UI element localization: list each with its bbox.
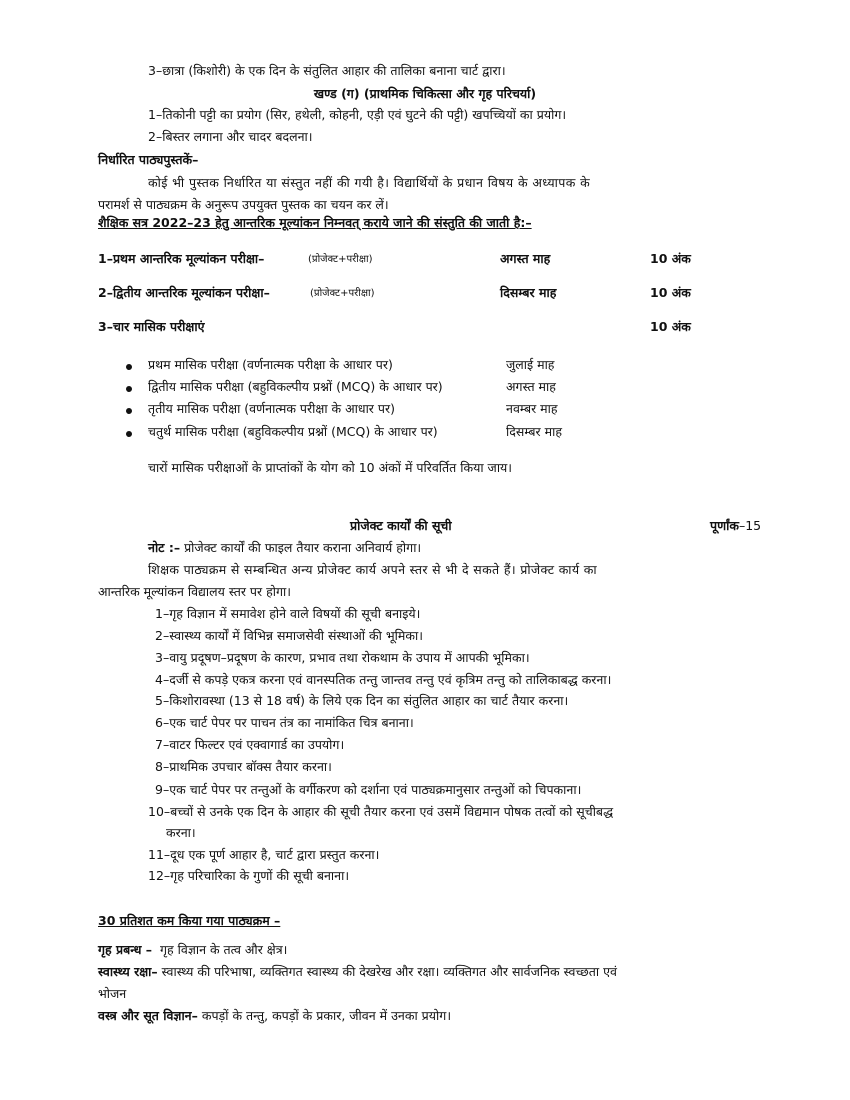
projects-heading: प्रोजेक्ट कार्यों की सूची <box>350 518 452 533</box>
bullet-icon <box>126 408 132 414</box>
reduced-entry-term: स्वास्थ्य रक्षा– <box>98 964 158 979</box>
project-item: 2–स्वास्थ्य कार्यों में विभिन्न समाजसेवी संस्थाओं की भूमिका। <box>155 628 423 643</box>
textbooks-para-line-1: कोई भी पुस्तक निर्धारित या संस्तुत नहीं की गयी है। विद्यार्थियों के प्रधान विषय के अध्यापक के <box>148 175 591 190</box>
project-item: 6–एक चार्ट पेपर पर पाचन तंत्र का नामांकित चित्र बनाना। <box>155 715 414 730</box>
assessment-label: 2–द्वितीय आन्तरिक मूल्यांकन परीक्षा– <box>98 285 270 300</box>
monthly-test-label: तृतीय मासिक परीक्षा (वर्णनात्मक परीक्षा के आधार पर) <box>148 401 395 416</box>
assessment-label: 3–चार मासिक परीक्षाएं <box>98 319 205 334</box>
reduced-entry-term: वस्त्र और सूत विज्ञान– <box>98 1008 198 1023</box>
full-marks <box>710 517 761 535</box>
reduced-entry <box>98 1007 451 1025</box>
assessment-note: (प्रोजेक्ट+परीक्षा) <box>310 288 375 299</box>
assessment-heading: शैक्षिक सत्र 2022–23 हेतु आन्तरिक मूल्यांकन निम्नवत् कराये जाने की संस्तुति की जाती है:– <box>98 215 532 230</box>
bullet-icon <box>126 431 132 437</box>
full-marks-value: –15 <box>738 518 762 533</box>
project-item: 8–प्राथमिक उपचार बॉक्स तैयार करना। <box>155 759 332 774</box>
monthly-test-label: द्वितीय मासिक परीक्षा (बहुविकल्पीय प्रश्नों (MCQ) के आधार पर) <box>148 379 443 394</box>
project-item: 11–दूध एक पूर्ण आहार है, चार्ट द्वारा प्रस्तुत करना। <box>148 847 380 862</box>
monthly-test-month: नवम्बर माह <box>506 401 558 416</box>
reduced-entry-text: कपड़ों के तन्तु, कपड़ों के प्रकार, जीवन में उनका प्रयोग। <box>201 1008 452 1023</box>
project-item: 7–वाटर फिल्टर एवं एक्वागार्ड का उपयोग। <box>155 737 345 752</box>
textbooks-heading: निर्धारित पाठ्यपुस्तकें– <box>98 152 199 167</box>
note-label: नोट :– <box>148 540 181 555</box>
projects-para-line-1: शिक्षक पाठ्यक्रम से सम्बन्धित अन्य प्रोजेक्ट कार्य अपने स्तर से भी दे सकते हैं। प्रोजेक्ट कार्य का <box>148 562 597 577</box>
reduced-entry-text: गृह विज्ञान के तत्व और क्षेत्र। <box>159 942 288 957</box>
reduced-syllabus-heading: 30 प्रतिशत कम किया गया पाठ्यक्रम – <box>98 913 281 928</box>
project-item: 5–किशोरावस्था (13 से 18 वर्ष) के लिये एक दिन का संतुलित आहार का चार्ट तैयार करना। <box>155 693 569 708</box>
reduced-entry-term: गृह प्रबन्ध – <box>98 942 153 957</box>
textbooks-para-line-2: परामर्श से पाठ्यक्रम के अनुरूप उपयुक्त पुस्तक का चयन कर लें। <box>98 197 389 212</box>
section-c-item-2: 2–बिस्तर लगाना और चादर बदलना। <box>148 129 313 144</box>
reduced-entry <box>98 963 617 981</box>
monthly-test-month: जुलाई माह <box>506 357 555 372</box>
assessment-marks: 10 अंक <box>650 251 691 266</box>
monthly-test-month: दिसम्बर माह <box>506 424 562 439</box>
reduced-entry <box>98 941 287 959</box>
assessment-month: अगस्त माह <box>500 251 551 266</box>
project-item: 9–एक चार्ट पेपर पर तन्तुओं के वर्गीकरण को दर्शाना एवं पाठ्यक्रमानुसार तन्तुओं को चिपकाना। <box>155 782 582 797</box>
monthly-test-month: अगस्त माह <box>506 379 556 394</box>
project-item: 3–वायु प्रदूषण–प्रदूषण के कारण, प्रभाव तथा रोकथाम के उपाय में आपकी भूमिका। <box>155 650 530 665</box>
assessment-month: दिसम्बर माह <box>500 285 557 300</box>
projects-para-line-2: आन्तरिक मूल्यांकन विद्यालय स्तर पर होगा। <box>98 584 292 599</box>
assessment-marks: 10 अंक <box>650 285 691 300</box>
reduced-entry-text: स्वास्थ्य की परिभाषा, व्यक्तिगत स्वास्थ्य की देखरेख और रक्षा। व्यक्तिगत और सार्वजनिक स्वच्छता एवं <box>161 964 617 979</box>
monthly-test-label: चतुर्थ मासिक परीक्षा (बहुविकल्पीय प्रश्नों (MCQ) के आधार पर) <box>148 424 438 439</box>
reduced-entry-continuation: भोजन <box>98 986 127 1001</box>
full-marks-label: पूर्णांक <box>710 518 739 533</box>
projects-note <box>148 539 421 557</box>
section-c-heading: खण्ड (ग) (प्राथमिक चिकित्सा और गृह परिचर्या) <box>313 86 537 101</box>
project-item: 4–दर्जी से कपड़े एकत्र करना एवं वानस्पतिक तन्तु जान्तव तन्तु एवं कृत्रिम तन्तु को तालिकाबद्ध करना। <box>155 672 612 687</box>
project-item: 1–गृह विज्ञान में समावेश होने वाले विषयों की सूची बनाइये। <box>155 606 421 621</box>
assessment-note: (प्रोजेक्ट+परीक्षा) <box>308 254 373 265</box>
assessment-label: 1–प्रथम आन्तरिक मूल्यांकन परीक्षा– <box>98 251 265 266</box>
bullet-icon <box>126 364 132 370</box>
assessment-marks: 10 अंक <box>650 319 691 334</box>
section-c-item-1: 1–तिकोनी पट्टी का प्रयोग (सिर, हथेली, कोहनी, एड़ी एवं घुटने की पट्टी) खपच्चियों का प्रयोग। <box>148 107 567 122</box>
project-item-continuation: करना। <box>166 825 196 840</box>
bullet-icon <box>126 386 132 392</box>
monthly-test-note: चारों मासिक परीक्षाओं के प्राप्तांकों के योग को 10 अंकों में परिवर्तित किया जाय। <box>148 460 513 475</box>
section-b-item-3: 3–छात्रा (किशोरी) के एक दिन के संतुलित आहार की तालिका बनाना चार्ट द्वारा। <box>148 63 506 78</box>
note-text: प्रोजेक्ट कार्यों की फाइल तैयार कराना अनिवार्य होगा। <box>184 540 422 555</box>
monthly-test-label: प्रथम मासिक परीक्षा (वर्णनात्मक परीक्षा के आधार पर) <box>148 357 393 372</box>
project-item: 12–गृह परिचारिका के गुणों की सूची बनाना। <box>148 868 350 883</box>
project-item: 10–बच्चों से उनके एक दिन के आहार की सूची तैयार करना एवं उसमें विद्यमान पोषक तत्वों को सूचीबद्ध <box>148 804 614 819</box>
